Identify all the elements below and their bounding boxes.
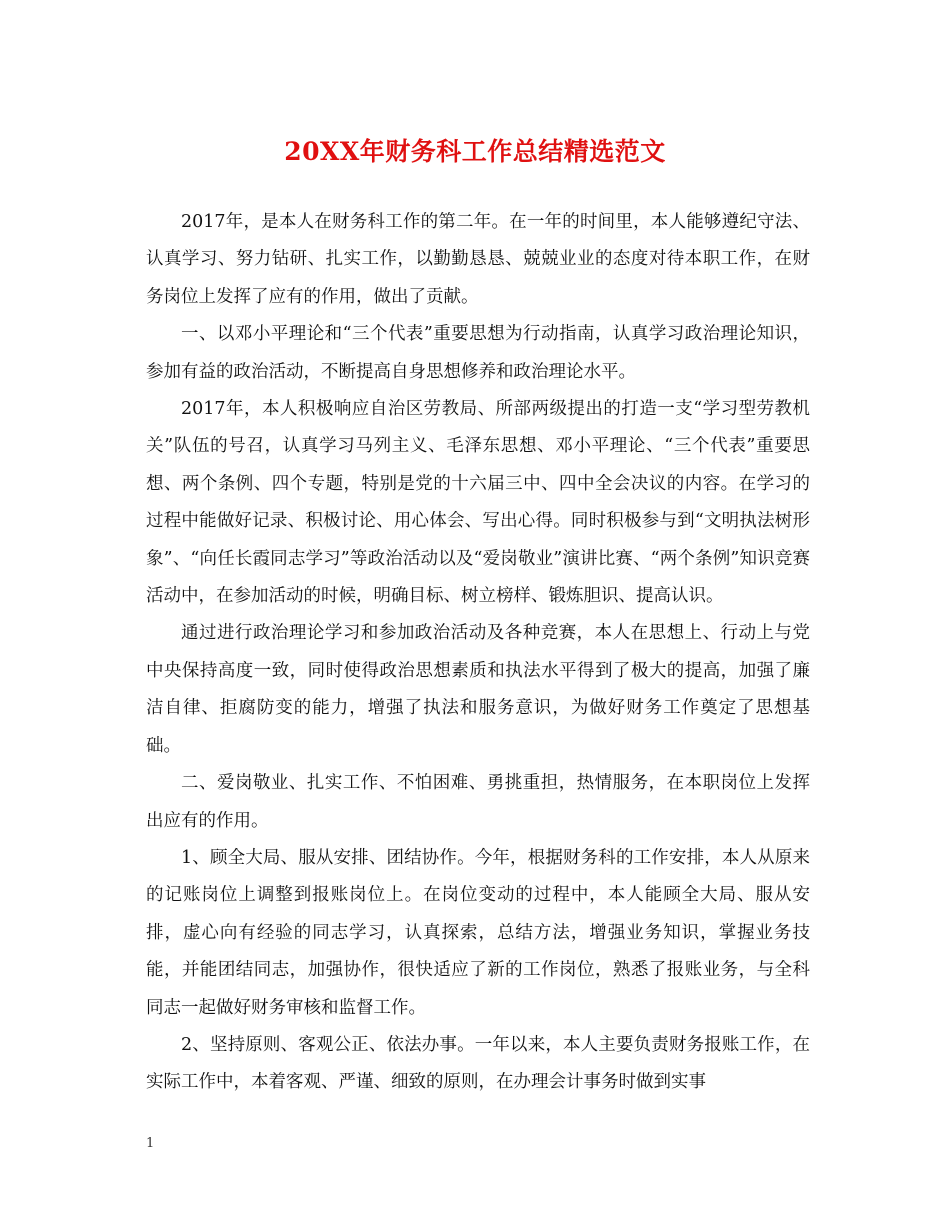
paragraph: 2017年，是本人在财务科工作的第二年。在一年的时间里，本人能够遵纪守法、认真学习、努力钻研、扎实工作，以勤勤恳恳、兢兢业业的态度对待本职工作，在财务岗位上发挥了应有的作用，做出了贡献。 xyxy=(146,212,810,307)
page-number: 1 xyxy=(146,1136,155,1151)
paragraph: 2、坚持原则、客观公正、依法办事。一年以来，本人主要负责财务报账工作，在实际工作中，本着客观、严谨、细致的原则，在办理会计事务时做到实事 xyxy=(146,1034,810,1093)
paragraph: 一、以邓小平理论和“三个代表”重要思想为行动指南，认真学习政治理论知识，参加有益的政治活动，不断提高自身思想修养和政治理论水平。 xyxy=(146,324,810,382)
paragraph: 2017年，本人积极响应自治区劳教局、所部两级提出的打造一支“学习型劳教机关”队伍的号召，认真学习马列主义、毛泽东思想、邓小平理论、“三个代表”重要思想、两个条例、四个专题，特别是党的十六届三中、四中全会决议的内容。在学习的过程中能做好记录、积极讨论、用心体会、写出心得。同时积极参与到“文明执法树形象”、“向任长霞同志学习”等政治活动以及“爱岗敬业”演讲比赛、“两个条例”知识竞赛活动中，在参加活动的时候，明确目标、树立榜样、锻炼胆识、提高认识。 xyxy=(146,399,810,607)
paragraph: 通过进行政治理论学习和参加政治活动及各种竞赛，本人在思想上、行动上与党中央保持高度一致，同时使得政治思想素质和执法水平得到了极大的提高，加强了廉洁自律、拒腐防变的能力，增强了执法和服务意识，为做好财务工作奠定了思想基础。 xyxy=(146,623,810,756)
document-body xyxy=(146,204,810,1102)
paragraph: 二、爱岗敬业、扎实工作、不怕困难、勇挑重担，热情服务，在本职岗位上发挥出应有的作用。 xyxy=(146,773,810,831)
document-title: 20XX年财务科工作总结精选范文 xyxy=(284,137,666,166)
paragraph: 1、顾全大局、服从安排、团结协作。今年，根据财务科的工作安排，本人从原来的记账岗位上调整到报账岗位上。在岗位变动的过程中，本人能顾全大局、服从安排，虚心向有经验的同志学习，认真探索，总结方法，增强业务知识，掌握业务技能，并能团结同志，加强协作，很快适应了新的工作岗位，熟悉了报账业务，与全科同志一起做好财务审核和监督工作。 xyxy=(146,847,810,1018)
